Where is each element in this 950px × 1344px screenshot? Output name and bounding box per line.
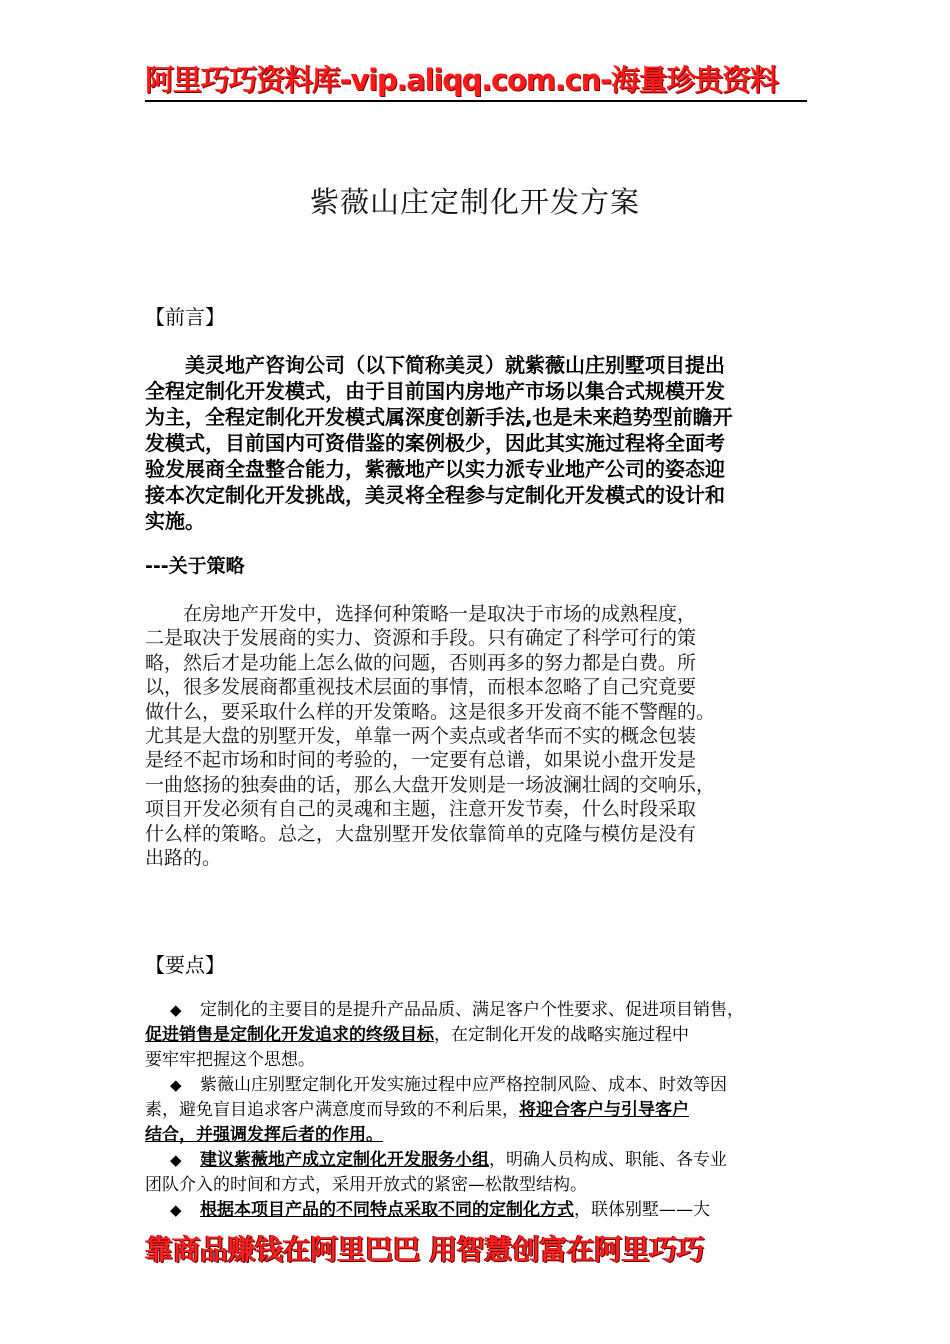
diamond-bullet-icon: ◆ — [170, 1076, 182, 1094]
strategy-line: 以，很多发展商都重视技术层面的事情，而根本忽略了自己究竟要 — [145, 676, 697, 699]
emphasis-text: 建议紫薇地产成立定制化开发服务小组 — [200, 1150, 489, 1170]
bullet-text: ，在定制化开发的战略实施过程中 — [434, 1025, 689, 1045]
footer-slogan: 靠商品赚钱在阿里巴巴 用智慧创富在阿里巧巧 — [145, 1233, 705, 1266]
preface-heading: 【前言】 — [145, 305, 225, 329]
preface-paragraph — [145, 352, 810, 534]
diamond-bullet-icon: ◆ — [170, 1001, 182, 1019]
bullet-text: 团队介入的时间和方式，采用开放式的紧密—松散型结构。 — [145, 1175, 587, 1195]
preface-line: 验发展商全盘整合能力，紫薇地产以实力派专业地产公司的姿态迎 — [145, 457, 725, 481]
bullet-text: 素，避免盲目追求客户满意度而导致的不利后果， — [145, 1100, 519, 1120]
emphasis-text: 根据本项目产品的不同特点采取不同的定制化方式 — [200, 1200, 574, 1220]
emphasis-text: 结合，并强调发挥后者的作用。 — [145, 1125, 383, 1145]
strategy-line: 项目开发必须有自己的灵魂和主题，注意开发节奏，什么时段采取 — [145, 798, 697, 821]
strategy-line: 什么样的策略。总之，大盘别墅开发依靠简单的克隆与模仿是没有 — [145, 822, 697, 845]
preface-line: 全程定制化开发模式，由于目前国内房地产市场以集合式规模开发 — [145, 379, 725, 403]
preface-line: 接本次定制化开发挑战，美灵将全程参与定制化开发模式的设计和 — [145, 483, 725, 507]
preface-line: 发模式，目前国内可资借鉴的案例极少，因此其实施过程将全面考 — [145, 431, 725, 455]
strategy-line: 尤其是大盘的别墅开发，单靠一两个卖点或者华而不实的概念包装 — [145, 725, 697, 748]
diamond-bullet-icon: ◆ — [170, 1151, 182, 1169]
strategy-line: 出路的。 — [145, 847, 222, 870]
strategy-line: 做什么，要采取什么样的开发策略。这是很多开发商不能不警醒的。 — [145, 700, 716, 723]
bullet-text: 紫薇山庄别墅定制化开发实施过程中应严格控制风险、成本、时效等因 — [200, 1075, 727, 1095]
document-title: 紫薇山庄定制化开发方案 — [309, 185, 640, 219]
list-item — [145, 1148, 820, 1198]
strategy-line: 略，然后才是功能上怎么做的问题，否则再多的努力都是白费。所 — [145, 651, 697, 674]
preface-line: 为主，全程定制化开发模式属深度创新手法,也是未来趋势型前瞻开 — [145, 405, 733, 429]
preface-line: 美灵地产咨询公司（以下简称美灵）就紫薇山庄别墅项目提出 — [145, 353, 725, 377]
preface-line: 实施。 — [145, 509, 205, 533]
strategy-paragraph — [145, 602, 817, 870]
strategy-heading: ---关于策略 — [145, 555, 245, 577]
bullet-text: ，联体别墅——大 — [574, 1200, 710, 1220]
banner-divider — [145, 100, 807, 102]
bullet-text: 定制化的主要目的是提升产品品质、满足客户个性要求、促进项目销售， — [200, 1000, 744, 1020]
diamond-bullet-icon: ◆ — [170, 1201, 182, 1219]
emphasis-text: 将迎合客户与引导客户 — [519, 1100, 689, 1120]
list-item — [170, 1198, 820, 1223]
list-item — [145, 998, 820, 1073]
site-banner: 阿里巧巧资料库-vip.aliqq.com.cn-海量珍贵资料 — [145, 63, 778, 97]
strategy-line: 一曲悠扬的独奏曲的话，那么大盘开发则是一场波澜壮阔的交响乐， — [145, 773, 716, 796]
key-points-list — [145, 998, 820, 1223]
strategy-line: 二是取决于发展商的实力、资源和手段。只有确定了科学可行的策 — [145, 627, 697, 650]
strategy-line: 在房地产开发中，选择何种策略一是取决于市场的成熟程度， — [145, 603, 697, 625]
list-item — [145, 1073, 820, 1148]
bullet-text: ，明确人员构成、职能、各专业 — [489, 1150, 727, 1170]
key-points-heading: 【要点】 — [145, 953, 225, 977]
strategy-line: 是经不起市场和时间的考验的，一定要有总谱，如果说小盘开发是 — [145, 749, 697, 772]
emphasis-text: 促进销售是定制化开发追求的终级目标 — [145, 1025, 434, 1045]
bullet-text: 要牢牢把握这个思想。 — [145, 1050, 315, 1070]
